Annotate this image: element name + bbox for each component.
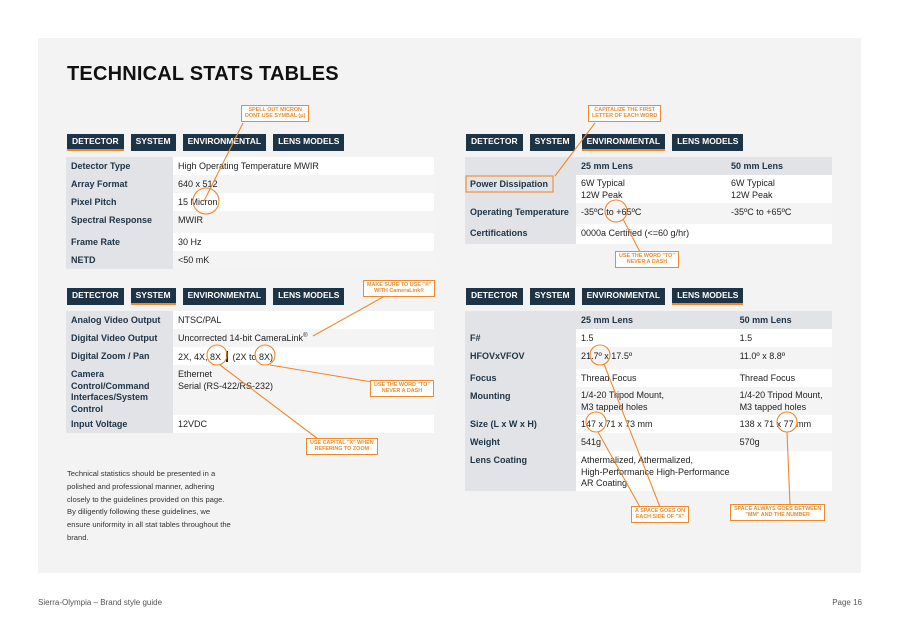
table-row [66,193,434,211]
table-row [66,347,434,365]
row-label: Focus [465,369,576,387]
row-value-25mm: 1.5 [576,329,735,347]
row-value-50mm: Thread Focus [735,369,832,387]
row-label: Detector Type [66,157,173,175]
row-label: Mounting [465,387,576,415]
table-row [66,415,434,433]
table-row [465,329,832,347]
table-row [465,224,832,244]
table-row [465,415,832,433]
row-value: Ethernet Serial (RS-422/RS-232) [173,365,434,415]
callout-space-mm: SPACE ALWAYS GOES BETWEEN "MM" AND THE NUMBER [730,504,825,521]
table-row [66,157,434,175]
callout-to-zoom: USE THE WORD "TO" NEVER A DASH [370,380,434,397]
tab-detector[interactable]: DETECTOR [466,288,523,305]
tab-bar-system [67,288,344,305]
callout-camlink: MAKE SURE TO USE "®" WITH CameraLink® [363,280,435,297]
row-label: Analog Video Output [66,311,173,329]
tab-detector[interactable]: DETECTOR [67,288,124,305]
table-row [66,251,434,269]
row-label: Digital Video Output [66,329,173,347]
page-title: TECHNICAL STATS TABLES [67,63,339,85]
row-value-25mm: 541g [576,433,735,451]
row-value-50mm: 11.0º x 8.8º [735,347,832,369]
row-value-50mm [726,224,832,244]
table-row [465,433,832,451]
table-row [465,451,832,491]
tab-lens-models[interactable]: LENS MODELS [273,288,344,305]
tab-detector[interactable]: DETECTOR [67,134,124,151]
row-label: HFOVxVFOV [465,347,576,369]
row-value-50mm: 570g [735,433,832,451]
row-value-25mm: -35ºC to +65ºC [576,203,726,224]
table-row [66,175,434,193]
table-row [465,203,832,224]
row-label: NETD [66,251,173,269]
tab-system[interactable]: SYSTEM [530,134,575,151]
table-header-row [465,157,832,175]
header-50mm: 50 mm Lens [735,311,832,329]
table-row [66,329,434,347]
row-label: Size (L x W x H) [465,415,576,433]
row-value-50mm: 6W Typical 12W Peak [726,175,832,203]
row-value-25mm: 6W Typical 12W Peak [576,175,726,203]
row-value-50mm: 1.5 [735,329,832,347]
row-value-25mm: 147 x 71 x 73 mm [576,415,735,433]
row-label: Camera Control/Command Interfaces/System Control [66,365,173,415]
row-label: Weight [465,433,576,451]
tab-environmental[interactable]: ENVIRONMENTAL [183,134,267,151]
row-label: Pixel Pitch [66,193,173,211]
callout-capitalize: CAPITALIZE THE FIRST LETTER OF EACH WORD [588,105,661,122]
row-value: 12VDC [173,415,434,433]
tab-system[interactable]: SYSTEM [131,288,176,305]
row-value-25mm: 0000a Certified (<=60 g/hr) [576,224,726,244]
tab-lens-models[interactable]: LENS MODELS [672,134,743,151]
header-blank [465,311,576,329]
header-50mm: 50 mm Lens [726,157,832,175]
row-label: Frame Rate [66,233,173,251]
tab-detector[interactable]: DETECTOR [466,134,523,151]
row-value: 30 Hz [173,233,434,251]
row-value-25mm: Athermalized, Athermalized, High-Performance High-Performance AR Coating [576,451,735,491]
row-value: MWIR [173,211,434,233]
header-25mm: 25 mm Lens [576,311,735,329]
row-label: F# [465,329,576,347]
page-number: Page 16 [832,598,862,607]
row-value-25mm: 21.7º x 17.5º [576,347,735,369]
row-value-25mm: 1/4-20 Tripod Mount, M3 tapped holes [576,387,735,415]
row-label: Digital Zoom / Pan [66,347,173,365]
row-value: 15 Micron [173,193,434,211]
row-label: Lens Coating [465,451,576,491]
row-value: 2X, 4X, 8X (2X to 8X) [173,347,434,365]
row-label: Certifications [465,224,576,244]
tab-environmental[interactable]: ENVIRONMENTAL [582,134,666,151]
table-row [66,233,434,251]
table-row [465,347,832,369]
row-label: Input Voltage [66,415,173,433]
row-value: Uncorrected 14-bit CameraLink® [173,329,434,347]
header-25mm: 25 mm Lens [576,157,726,175]
tab-bar-lens-models [466,288,743,305]
detector-table [66,157,434,269]
row-label: Operating Temperature [465,203,576,224]
callout-micron: SPELL OUT MICRON DONT USE SYMBAL (μ) [241,105,309,122]
table-row [465,387,832,415]
tab-lens-models[interactable]: LENS MODELS [672,288,743,305]
row-value: High Operating Temperature MWIR [173,157,434,175]
row-label: Power Dissipation [465,175,576,203]
table-row [66,211,434,233]
header-blank [465,157,576,175]
row-value: <50 mK [173,251,434,269]
tab-environmental[interactable]: ENVIRONMENTAL [183,288,267,305]
tab-bar-detector [67,134,344,151]
row-value: 640 x 512 [173,175,434,193]
environmental-table [465,157,832,244]
row-value-25mm: Thread Focus [576,369,735,387]
table-row [66,311,434,329]
row-value-50mm: 1/4-20 Tripod Mount, M3 tapped holes [735,387,832,415]
tab-system[interactable]: SYSTEM [530,288,575,305]
callout-space-x: A SPACE GOES ON EACH SIDE OF "X" [631,506,689,523]
tab-environmental[interactable]: ENVIRONMENTAL [582,288,666,305]
callout-to-temp: USE THE WORD "TO" NEVER A DASH [615,251,679,268]
tab-bar-environmental [466,134,743,151]
row-value-50mm: -35ºC to +65ºC [726,203,832,224]
row-label: Array Format [66,175,173,193]
row-value-50mm: 138 x 71 x 77 mm [735,415,832,433]
body-paragraph: Technical statistics should be presented in a polished and professional manner, adhering closely to the guidelines provided on this page. By diligently following these guidelines, we ensure uniformity in all stat tables throughout the brand. [67,469,231,542]
table-header-row [465,311,832,329]
callout-capital-x: USE CAPITAL "X" WHEN REFERING TO ZOOM [306,438,378,455]
row-value-50mm [735,451,832,491]
tab-lens-models[interactable]: LENS MODELS [273,134,344,151]
table-row [465,175,832,203]
row-value: NTSC/PAL [173,311,434,329]
row-label: Spectral Response [66,211,173,233]
system-table [66,311,434,433]
tab-system[interactable]: SYSTEM [131,134,176,151]
divider [226,351,228,362]
table-row [465,369,832,387]
footer-brand: Sierra-Olympia – Brand style guide [38,598,163,607]
lens-models-table [465,311,832,491]
